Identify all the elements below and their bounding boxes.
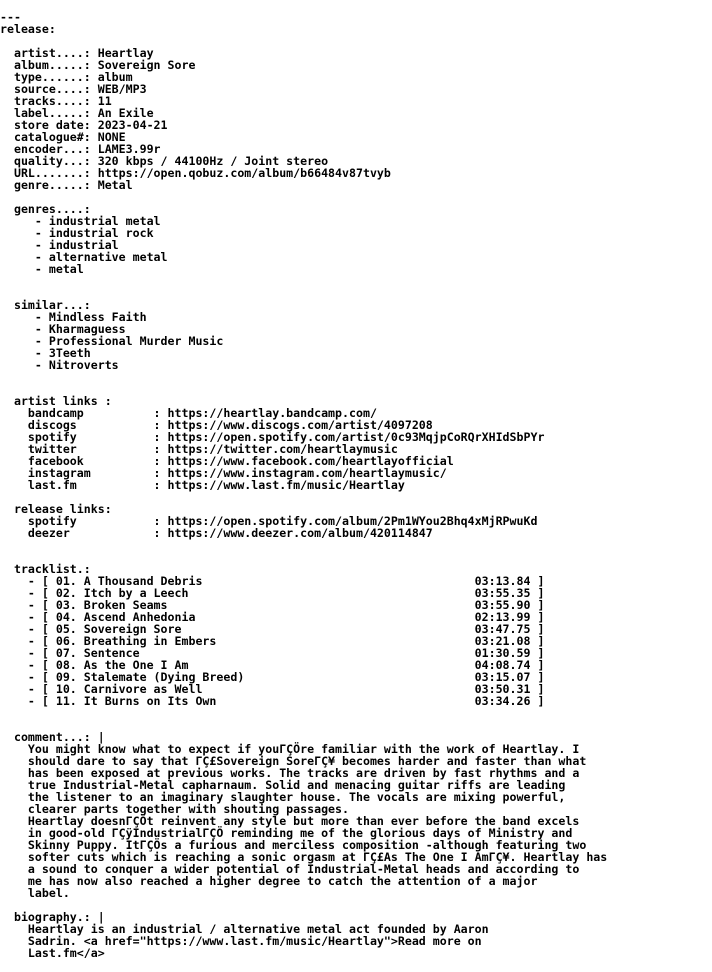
text-line: spotify : https://open.spotify.com/artist/0c93MqjpCoRQrXHIdSbPYr xyxy=(0,430,545,444)
text-line: tracklist.: xyxy=(0,562,91,576)
text-line: biography.: | xyxy=(0,910,105,924)
text-line: - [ 05. Sovereign Sore 03:47.75 ] xyxy=(0,622,545,636)
text-line: label.....: An Exile xyxy=(0,106,154,120)
text-line: Heartlay is an industrial / alternative metal act founded by Aaron xyxy=(0,922,489,936)
text-line: - [ 11. It Burns on Its Own 03:34.26 ] xyxy=(0,694,545,708)
text-line: quality...: 320 kbps / 44100Hz / Joint stereo xyxy=(0,154,329,168)
text-line: - industrial xyxy=(0,238,119,252)
text-line: - Nitroverts xyxy=(0,358,119,372)
text-line: comment...: | xyxy=(0,730,105,744)
text-line: a sound to conquer a wider potential of Industrial-Metal heads and according to xyxy=(0,862,580,876)
text-line: Heartlay doesnΓÇÖt reinvent any style but more than ever before the band excels xyxy=(0,814,580,828)
text-line: type......: album xyxy=(0,70,133,84)
text-line: in good-old ΓÇÿIndustrialΓÇÖ reminding me of the glorious days of Ministry and xyxy=(0,826,573,840)
text-line: - [ 10. Carnivore as Well 03:50.31 ] xyxy=(0,682,545,696)
text-line: - [ 04. Ascend Anhedonia 02:13.99 ] xyxy=(0,610,545,624)
text-line: Sadrin. <a href="https://www.last.fm/music/Heartlay">Read more on xyxy=(0,934,482,948)
text-line: label. xyxy=(0,886,70,900)
text-line: artist links : xyxy=(0,394,112,408)
text-line: - Professional Murder Music xyxy=(0,334,224,348)
text-line: encoder...: LAME3.99r xyxy=(0,142,161,156)
text-line: bandcamp : https://heartlay.bandcamp.com/ xyxy=(0,406,377,420)
text-line: - [ 02. Itch by a Leech 03:55.35 ] xyxy=(0,586,545,600)
text-line: store date: 2023-04-21 xyxy=(0,118,168,132)
text-line: --- xyxy=(0,10,21,24)
text-line: genres....: xyxy=(0,202,91,216)
text-line: Last.fm</a> xyxy=(0,946,105,960)
text-line: true Industrial-Metal capharnaum. Solid and menacing guitar riffs are leading xyxy=(0,778,566,792)
text-line: - Mindless Faith xyxy=(0,310,147,324)
text-line: - [ 08. As the One I Am 04:08.74 ] xyxy=(0,658,545,672)
text-line: - [ 06. Breathing in Embers 03:21.08 ] xyxy=(0,634,545,648)
text-line: - [ 01. A Thousand Debris 03:13.84 ] xyxy=(0,574,545,588)
text-line: - [ 03. Broken Seams 03:55.90 ] xyxy=(0,598,545,612)
text-line: spotify : https://open.spotify.com/album/2Pm1WYou2Bhq4xMjRPwuKd xyxy=(0,514,538,528)
text-line: discogs : https://www.discogs.com/artist/4097208 xyxy=(0,418,433,432)
text-line: - Kharmaguess xyxy=(0,322,126,336)
text-line: genre.....: Metal xyxy=(0,178,133,192)
text-line: deezer : https://www.deezer.com/album/420114847 xyxy=(0,526,433,540)
text-line: artist....: Heartlay xyxy=(0,46,154,60)
text-line: - industrial metal xyxy=(0,214,161,228)
text-line: instagram : https://www.instagram.com/heartlaymusic/ xyxy=(0,466,447,480)
text-line: has been exposed at previous works. The tracks are driven by fast rhythms and a xyxy=(0,766,580,780)
text-line: Skinny Puppy. ItΓÇÖs a furious and merciless composition -although featuring two xyxy=(0,838,587,852)
text-line: facebook : https://www.facebook.com/heartlayofficial xyxy=(0,454,454,468)
text-line: - alternative metal xyxy=(0,250,168,264)
text-line: should dare to say that ΓÇ£Sovereign SoreΓÇ¥ becomes harder and faster than what xyxy=(0,754,587,768)
text-line: release: xyxy=(0,22,56,36)
text-line: - [ 07. Sentence 01:30.59 ] xyxy=(0,646,545,660)
text-line: clearer parts together with shouting passages. xyxy=(0,802,350,816)
text-line: me has now also reached a higher degree to catch the attention of a major xyxy=(0,874,538,888)
text-line: similar...: xyxy=(0,298,91,312)
text-line: - metal xyxy=(0,262,84,276)
text-line: softer cuts which is reaching a sonic orgasm at ΓÇ£As The One I AmΓÇ¥. Heartlay has xyxy=(0,850,608,864)
text-line: catalogue#: NONE xyxy=(0,130,126,144)
text-line: - 3Teeth xyxy=(0,346,91,360)
text-line: URL.......: https://open.qobuz.com/album/b66484v87tvyb xyxy=(0,166,391,180)
text-line: You might know what to expect if youΓÇÖre familiar with the work of Heartlay. I xyxy=(0,742,580,756)
text-line: - industrial rock xyxy=(0,226,154,240)
text-line: - [ 09. Stalemate (Dying Breed) 03:15.07 ] xyxy=(0,670,545,684)
text-line: the listener to an imaginary slaughter house. The vocals are mixing powerful, xyxy=(0,790,566,804)
text-line: album.....: Sovereign Sore xyxy=(0,58,196,72)
text-line: release links: xyxy=(0,502,112,516)
text-line: source....: WEB/MP3 xyxy=(0,82,147,96)
text-line: twitter : https://twitter.com/heartlaymusic xyxy=(0,442,398,456)
text-line: tracks....: 11 xyxy=(0,94,112,108)
text-line: last.fm : https://www.last.fm/music/Heartlay xyxy=(0,478,405,492)
